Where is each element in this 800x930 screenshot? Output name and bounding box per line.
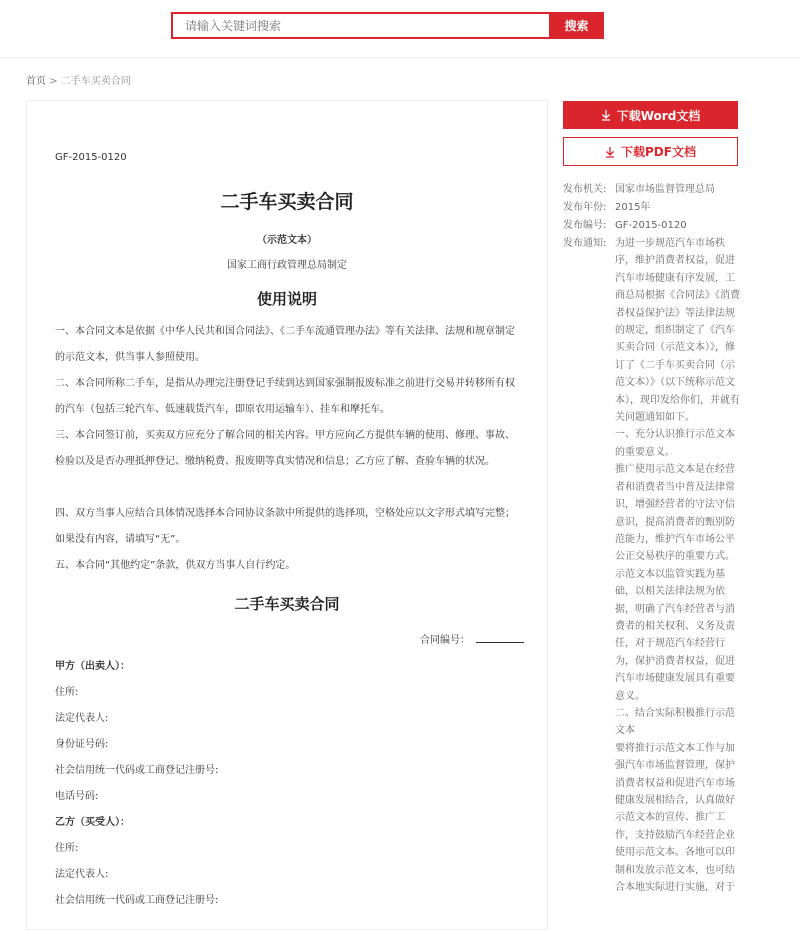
meta-label: 发布通知: [563,238,607,249]
meta-value: 2015年 [615,202,651,213]
download-word-button[interactable] [563,101,738,129]
party-b-field: 法定代表人: [55,869,109,880]
contract-number-blank [476,633,524,643]
contract-title: 二手车买卖合同 [234,595,340,613]
search-box [171,12,549,39]
search-button[interactable]: 搜索 [549,12,604,39]
meta-label: 发布编号: [563,220,607,231]
download-icon [605,146,615,158]
breadcrumb [26,72,131,87]
party-b-field: 住所: [55,843,79,854]
breadcrumb-separator: > [49,76,58,87]
download-icon [601,109,611,121]
download-word-label: 下载Word文档 [616,108,701,123]
party-a-field: 社会信用统一代码或工商登记注册号: [55,765,219,776]
top-bar [0,0,800,58]
notice-paragraph: 一、充分认识推行示范文本的重要意义。 [615,429,735,458]
instruction-paragraph: 四、双方当事人应结合具体情况选择本合同协议条款中所提供的选择项，空格处应以文字形式填写完整；如果没有内容，请填写“无”。 [55,508,515,545]
party-a-field: 身份证号码: [55,739,109,750]
meta-label: 发布机关: [563,184,607,195]
party-a-label: 甲方（出卖人）： [55,661,130,672]
download-pdf-button[interactable] [563,137,738,166]
meta-value: GF-2015-0120 [615,220,687,231]
download-pdf-label: 下载PDF文档 [621,145,696,159]
party-b-field: 社会信用统一代码或工商登记注册号: [55,895,219,906]
meta-label: 发布年份: [563,202,607,213]
notice-paragraph: 为进一步规范汽车市场秩序，维护消费者权益，促进汽车市场健康有序发展，工商总局根据《合同法》《消费者权益保护法》等法律法规的规定，组织制定了《汽车买卖合同（示范文本）》，修订了《二手车买卖合同（示范文本）》（以下统称示范文本），现印发给你们，并就有关问题通知如下。 [615,238,740,424]
party-b-label: 乙方（买受人）： [55,817,130,828]
instruction-paragraph: 五、本合同“其他约定”条款，供双方当事人自行约定。 [55,560,296,571]
document-code: GF-2015-0120 [55,152,127,163]
instructions-title: 使用说明 [256,290,317,308]
document-panel [26,100,548,930]
party-a-field: 电话号码: [55,791,99,802]
party-a-field: 住所: [55,687,79,698]
notice-paragraph: 推广使用示范文本是在经营者和消费者当中普及法律常识，增强经营者的守法守信意识，提高消费者的甄别防范能力，维护汽车市场公平公正交易秩序的重要方式。示范文本以监管实践为基础，以相关法律法规为依据，明确了汽车经营者与消费者的相关权利、义务及责任，对于规范汽车经营行为，保护消费者权益，促进汽车市场健康发展具有重要意义。 [615,464,735,702]
document-subtitle: （示范文本） [257,235,317,246]
breadcrumb-current: 二手车买卖合同 [60,76,131,87]
notice-paragraph: 要将推行示范文本工作与加强汽车市场监督管理，保护消费者权益和促进汽车市场健康发展相结合，认真做好示范文本的宣传、推广工作，支持鼓励汽车经营企业使用示范文本。各地可以印制和发放示范文本，也可结合本地实际进行实施，对于 [615,742,735,894]
party-a-field: 法定代表人: [55,713,109,724]
instruction-paragraph: 三、本合同签订前，买卖双方应充分了解合同的相关内容。甲方应向乙方提供车辆的使用、修理、事故、检验以及是否办理抵押登记、缴纳税费、报废期等真实情况和信息；乙方应了解、查验车辆的状况。 [55,430,515,467]
contract-number [420,631,524,646]
breadcrumb-home-link[interactable]: 首页 [26,76,46,87]
notice-text [615,235,740,896]
notice-paragraph: 二、结合实际积极推行示范文本 [615,707,735,737]
instruction-paragraph: 一、本合同文本是依据《中华人民共和国合同法》、《二手车流通管理办法》等有关法律、法规和规章制定的示范文本，供当事人参照使用。 [55,326,515,363]
instruction-paragraph: 二、本合同所称二手车，是指从办理完注册登记手续到达到国家强制报废标准之前进行交易并转移所有权的汽车（包括三轮汽车、低速载货汽车，即原农用运输车）、挂车和摩托车。 [55,378,515,415]
document-issuer: 国家工商行政管理总局制定 [227,260,347,271]
meta-value: 国家市场监督管理总局 [615,184,715,195]
search-input[interactable] [173,14,549,37]
contract-number-label: 合同编号： [420,635,470,646]
document-title: 二手车买卖合同 [220,191,354,213]
